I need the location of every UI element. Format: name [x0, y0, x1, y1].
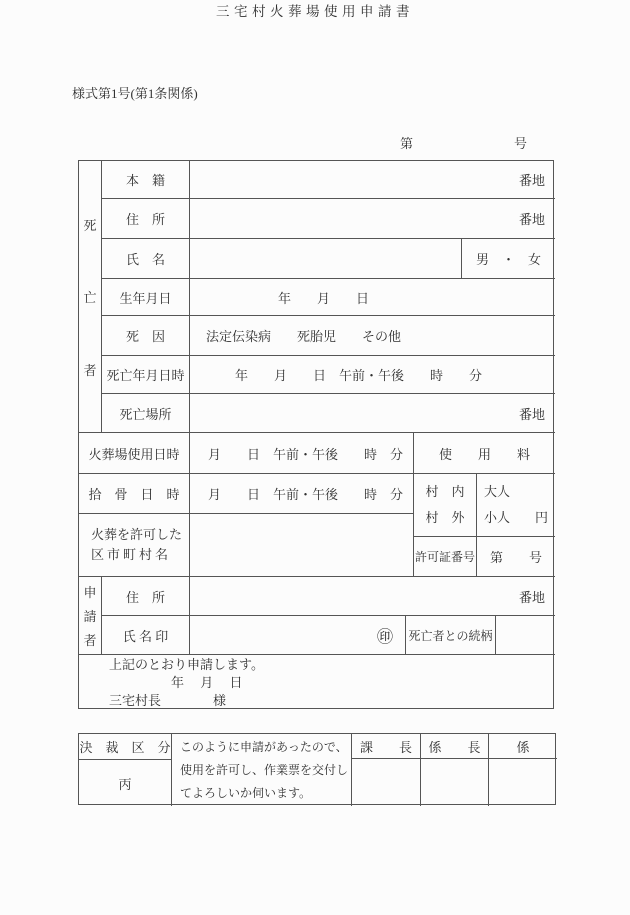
deceased-section-label: 死 亡 者 — [79, 161, 102, 433]
subsection-chief-field — [421, 759, 489, 806]
applicant-address-unit: 番地 — [518, 589, 545, 605]
death-place-field — [190, 394, 555, 433]
form-code: 様式第1号(第1条関係) — [72, 86, 198, 101]
fee-zone-cell — [414, 474, 477, 537]
death-datetime-field: 年 月 日 午前・午後 時 分 — [190, 356, 555, 394]
domicile-field — [190, 161, 555, 199]
domicile-label: 本 籍 — [102, 161, 190, 199]
fee-amount-cell — [477, 474, 555, 537]
fee-child: 小人 — [484, 510, 511, 525]
seal-mark: ㊞ — [376, 628, 393, 646]
document-number-suffix: 号 — [514, 136, 528, 151]
closing-line1: 上記のとおり申請します。 — [109, 656, 264, 672]
page-title: 三宅村火葬場使用申請書 — [216, 4, 414, 19]
death-place-unit: 番地 — [518, 406, 545, 422]
crematory-datetime-label: 火葬場使用日時 — [79, 433, 190, 474]
death-datetime-label: 死亡年月日時 — [102, 356, 190, 394]
gender-options: 男 ・ 女 — [462, 239, 555, 279]
permit-number-label: 許可証番号 — [414, 537, 477, 577]
applicant-section-label: 申 請 者 — [79, 577, 102, 655]
closing-line3: 三宅村長 様 — [109, 692, 227, 708]
fee-header: 使 用 料 — [414, 433, 555, 474]
bone-datetime-field: 月 日 午前・午後 時 分 — [190, 474, 414, 514]
relation-label: 死亡者との続柄 — [406, 616, 496, 655]
death-cause-options: 法定伝染病 死胎児 その他 — [190, 316, 555, 356]
decision-category-label: 決 裁 区 分 — [79, 734, 172, 760]
zone-inside: 村 内 — [425, 484, 465, 499]
approval-note: このように申請があったので、 使用を許可し、作業票を交付し てよろしいか伺います。 — [172, 734, 352, 806]
decision-category-value: 丙 — [79, 760, 172, 806]
document-number-prefix: 第 — [400, 136, 414, 151]
bone-datetime-label: 拾 骨 日 時 — [79, 474, 190, 514]
deceased-name-field — [190, 239, 462, 279]
applicant-address-label: 住 所 — [102, 577, 190, 616]
death-place-label: 死亡場所 — [102, 394, 190, 433]
section-chief-header: 課 長 — [352, 734, 421, 759]
fee-adult: 大人 — [484, 484, 511, 499]
permit-number-field: 第 号 — [477, 537, 555, 577]
birth-date-field: 年 月 日 — [190, 279, 555, 316]
staff-field — [489, 759, 557, 806]
deceased-address-field — [190, 199, 555, 239]
closing-statement — [79, 655, 555, 710]
main-table — [78, 160, 554, 709]
crematory-datetime-field: 月 日 午前・午後 時 分 — [190, 433, 414, 474]
death-cause-label: 死 因 — [102, 316, 190, 356]
permit-city-label: 火葬を許可した 区市町村名 — [79, 514, 190, 577]
deceased-address-unit: 番地 — [518, 212, 545, 227]
zone-outside: 村 外 — [425, 510, 465, 525]
fee-unit: 円 — [534, 510, 548, 525]
deceased-address-label: 住 所 — [102, 199, 190, 239]
approval-table — [78, 733, 556, 805]
domicile-unit: 番地 — [518, 173, 545, 188]
section-chief-field — [352, 759, 421, 806]
applicant-name-field — [190, 616, 406, 655]
subsection-chief-header: 係 長 — [421, 734, 489, 759]
applicant-address-field — [190, 577, 555, 616]
relation-field — [496, 616, 555, 655]
closing-line2: 年 月 日 — [171, 674, 243, 690]
birth-date-label: 生年月日 — [102, 279, 190, 316]
permit-city-field — [190, 514, 414, 577]
deceased-name-label: 氏 名 — [102, 239, 190, 279]
staff-header: 係 — [489, 734, 557, 759]
applicant-name-label: 氏 名 印 — [102, 616, 190, 655]
